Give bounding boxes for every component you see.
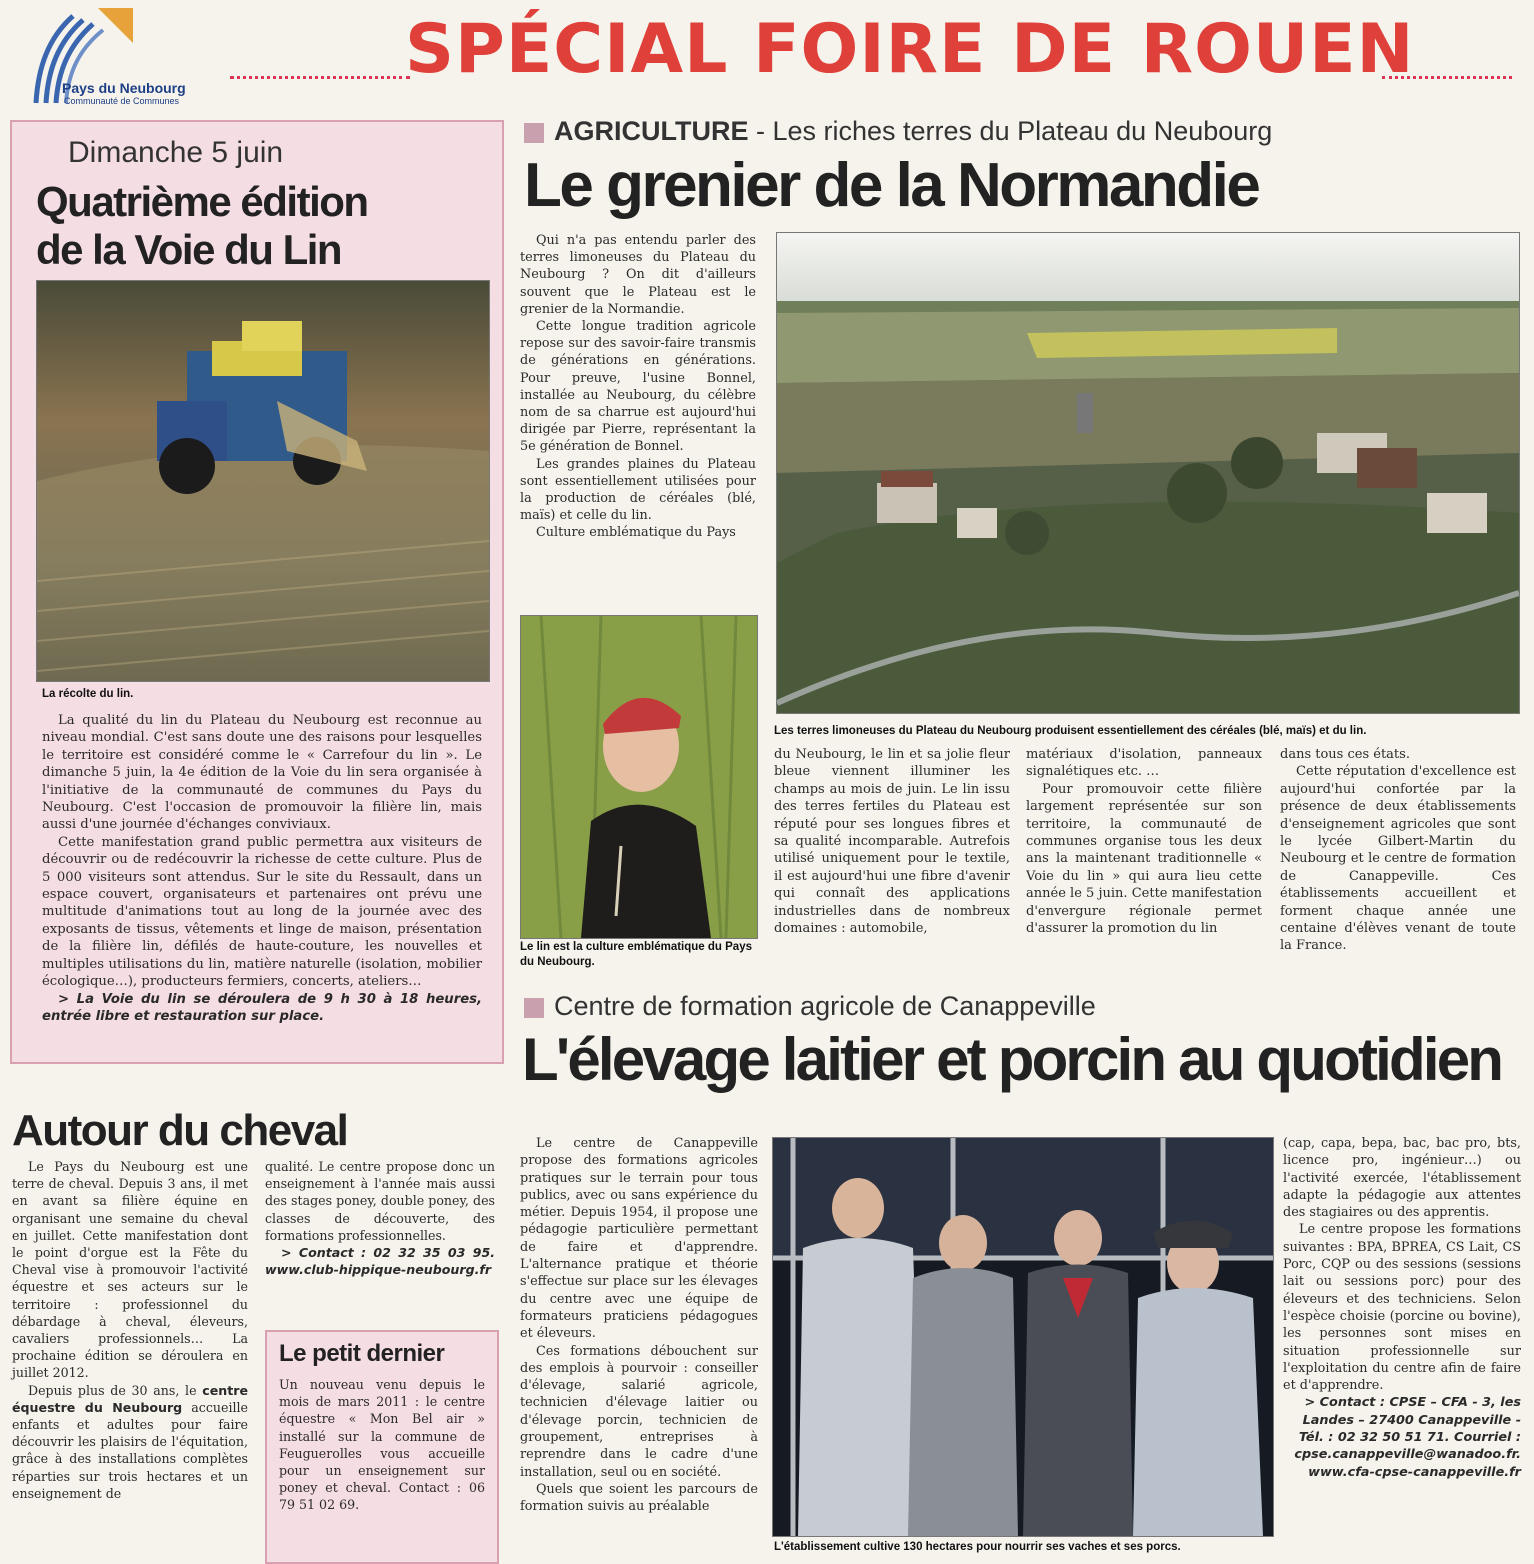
lin-date: Dimanche 5 juin (68, 136, 284, 169)
landscape-photo (776, 232, 1520, 714)
elevage-kicker-text: Centre de formation agricole de Canappeville (554, 991, 1096, 1021)
header-dotline-left (230, 76, 410, 79)
agri-col-3 (1280, 746, 1516, 955)
landscape-caption: Les terres limoneuses du Plateau du Neubourg produisent essentiellement des céréales (blé, maïs) et du lin. (774, 725, 1367, 737)
cheval-col-1 (12, 1158, 248, 1502)
elevage-headline: L'élevage laitier et porcin au quotidien (522, 1026, 1502, 1093)
lin-harvest-photo (36, 280, 490, 682)
cheval-section (10, 1100, 505, 1560)
cheval-contact: > Contact : 02 32 35 03 95. www.club-hippique-neubourg.fr (265, 1245, 495, 1278)
agri-intro-para-1: Qui n'a pas entendu parler des terres limoneuses du Plateau du Neubourg ? On dit d'ailleurs souvent que le Plateau est le grenier de la Normandie. (520, 233, 756, 317)
agri-col-2 (1026, 746, 1262, 937)
agri-intro-para-3: Les grandes plaines du Plateau sont essentiellement utilisées pour la production de céréales (blé, maïs) et celle du lin. (520, 456, 756, 524)
agri-kicker-rest: - Les riches terres du Plateau du Neubourg (748, 116, 1273, 146)
agri-kicker (524, 116, 1272, 147)
voie-du-lin-box (10, 120, 504, 1064)
centre-equestre-name: centre équestre du Neubourg (12, 1382, 248, 1415)
petit-dernier-text: Un nouveau venu depuis le mois de mars 2011 : le centre équestre « Mon Bel air » installé sur la commune de Feuguerolles vous accueille pour un enseignement sur poney et cheval. Contact : 06 79 51 02 69. (279, 1377, 485, 1513)
elevage-col1-para-1: Le centre de Canappeville propose des formations agricoles pratiques sur le terrain pour tous publics, avec ou sans expérience du métier. Depuis 1954, il propose une pédagogie particulière permettant de faire et d'apprendre. L'alternance pratique et théorie s'effectue sur place sur les élevages du centre avec une équipe de formateurs praticiens pédagogues et éleveurs. (520, 1136, 758, 1342)
lin-para-1: La qualité du lin du Plateau du Neubourg est reconnue au niveau mondial. C'est sans doute une des raisons pour lesquelles le territoire est considéré comme le « Carrefour du lin ». Le dimanche 5 juin, la 4e édition de la Voie du lin sera organisée à l'initiative de la communauté de communes du Pays du Neubourg. C'est l'occasion de promouvoir la filière lin, mais aussi d'une journée d'échanges conviviaux. (42, 713, 482, 833)
header-title: SPÉCIAL FOIRE DE ROUEN (405, 10, 1415, 89)
agri-intro (520, 232, 756, 542)
header-dotline-right (1382, 76, 1512, 79)
lin-para-2: Cette manifestation grand public permettra aux visiteurs de découvrir ou de redécouvrir la richesse de cette culture. Plus de 5 000 visiteurs sont attendus. Sur le site du Ressault, dans un espace couvert, organisateurs et partenaires ont prévu une multitude d'animations tout au long de la journée avec des exposants de tissus, vêtements et linge de maison, présentation de la filière lin, défilés de haute-couture, les nouvelles et multiples utilisations du lin, matière naturelle (isolation, mobilier écologique…), producteurs fermiers, concerts, ateliers… (42, 834, 482, 990)
lin-headline-1: Quatrième édition (36, 178, 368, 225)
logo-subtext: Communauté de Communes (64, 96, 180, 106)
elevage-col3-para-1: (cap, capa, bepa, bac, bac pro, bts, licence pro, ingénieur…) ou l'activité exercée, l'établissement adapte la pédagogie aux attentes des stagiaires ou des apprentis. (1283, 1136, 1521, 1221)
cheval-col1-para-2 (12, 1382, 248, 1502)
elevage-col1-para-2: Ces formations débouchent sur des emplois à pourvoir : conseiller d'élevage, salarié agricole, technicien d'élevage laitier ou d'élevage porcin, technicien de groupement, entreprises à reprendre dans le cadre d'une installation, seul ou en société. (520, 1343, 758, 1480)
elevage-col-3 (1283, 1135, 1521, 1481)
child-photo-caption: Le lin est la culture emblématique du Pays du Neubourg. (520, 941, 752, 968)
header (0, 0, 1534, 112)
cheval-col1-text-b: accueille enfants et adultes pour faire découvrir les plaisirs de l'équitation, grâce à des installations complètes réparties sur trois hectares et un enseignement de (12, 1399, 248, 1501)
agri-kicker-marker (524, 123, 544, 143)
cheval-col2-para-1: qualité. Le centre propose donc un enseignement à l'année mais aussi des stages poney, double poney, des classes de découverte, des formations professionnelles. (265, 1159, 495, 1243)
petit-dernier-box (265, 1330, 499, 1564)
agri-kicker-bold: AGRICULTURE (554, 116, 749, 146)
lin-headline-2: de la Voie du Lin (36, 226, 342, 273)
agri-col2-para-1: matériaux d'isolation, panneaux signalétiques etc. … (1026, 747, 1262, 780)
cheval-col1-text-a: Depuis plus de 30 ans, le (28, 1382, 203, 1398)
agri-headline: Le grenier de la Normandie (524, 151, 1259, 220)
agri-intro-para-4: Culture emblématique du Pays (536, 525, 736, 541)
agri-col-1: du Neubourg, le lin et sa jolie fleur bleue viennent illuminer les champs au mois de juin. Le lin issu des terres fertiles du Plateau est réputé pour ses longues fibres et sa qualité incomparable. Autrefois utilisé uniquement pour le textile, il est aujourd'hui une fibre d'avenir qui connaît des applications industrielles dans de nombreux domaines : automobile, (774, 747, 1010, 937)
elevage-col1-para-3: Quels que soient les parcours de formation suivis au préalable (520, 1481, 758, 1515)
agri-col2-para-2: Pour promouvoir cette filière largement représentée sur son territoire, la communauté de communes organise tous les deux ans la maintenant traditionnelle « Voie du lin » qui aura lieu cette année le 5 juin. Cette manifestation d'envergure régionale permet d'assurer la promotion du lin (1026, 781, 1262, 937)
elevage-section (520, 985, 1525, 1560)
elevage-photo-caption: L'établissement cultive 130 hectares pour nourrir ses vaches et ses porcs. (774, 1541, 1181, 1553)
elevage-photo (772, 1137, 1274, 1537)
agri-col3-para-1: dans tous ces états. (1280, 747, 1410, 762)
agri-col3-para-2: Cette réputation d'excellence est aujourd'hui confortée par la présence de deux établissements d'enseignement agricoles que sont le lycée Gilbert-Martin du Neubourg et le centre de formation de Canappeville. Ces établissements accueillent et forment chaque année une centaine d'élèves venant de toute la France. (1280, 764, 1516, 954)
agriculture-section (520, 110, 1525, 970)
logo-text: Pays du Neubourg (62, 80, 186, 96)
elevage-kicker (524, 991, 1096, 1022)
elevage-kicker-marker (524, 998, 544, 1018)
elevage-contact: > Contact : CPSE – CFA - 3, les Landes – 27400 Canappeville - Tél. : 02 32 50 51 71. Courriel : cpse.canappeville@wanadoo.fr. www.cfa-cpse-canappeville.fr (1294, 1395, 1521, 1480)
lin-article-body (42, 712, 482, 1025)
elevage-col3-para-2: Le centre propose les formations suivantes : BPA, BPREA, CS Lait, CS Porc, CQP ou des sessions (sessions lait ou sessions porc) pour des éleveurs et des techniciens. Selon l'espèce choisie (porcine ou bovine), les personnes sont mises en situation professionnelle sur l'exploitation du centre afin de faire et d'apprendre. (1283, 1222, 1521, 1394)
agri-intro-para-2: Cette longue tradition agricole repose sur des savoir-faire transmis de générations en générations. Pour preuve, l'usine Bonnel, installée au Neubourg, du célèbre nom de sa charrue est aujourd'hui dirigée par Pierre, représentant la 5e génération de Bonnel. (520, 319, 756, 455)
lin-footer-info: > La Voie du lin se déroulera de 9 h 30 à 18 heures, entrée libre et restauration sur place. (42, 991, 482, 1024)
petit-dernier-title: Le petit dernier (279, 1340, 445, 1367)
cheval-col-2 (265, 1158, 495, 1278)
lin-photo-caption: La récolte du lin. (42, 688, 134, 700)
child-photo (520, 615, 758, 939)
elevage-col-1 (520, 1135, 758, 1516)
cheval-col1-para-1: Le Pays du Neubourg est une terre de cheval. Depuis 3 ans, il met en avant sa filière équine en organisant une semaine du cheval en juillet. Cette manifestation dont le point d'orgue est la Fête du Cheval vise à promouvoir l'activité équestre et ses acteurs sur le territoire : professionnel du débardage à cheval, éleveurs, cavaliers professionnels… La prochaine édition se déroulera en juillet 2012. (12, 1159, 248, 1381)
cheval-headline: Autour du cheval (12, 1106, 348, 1155)
